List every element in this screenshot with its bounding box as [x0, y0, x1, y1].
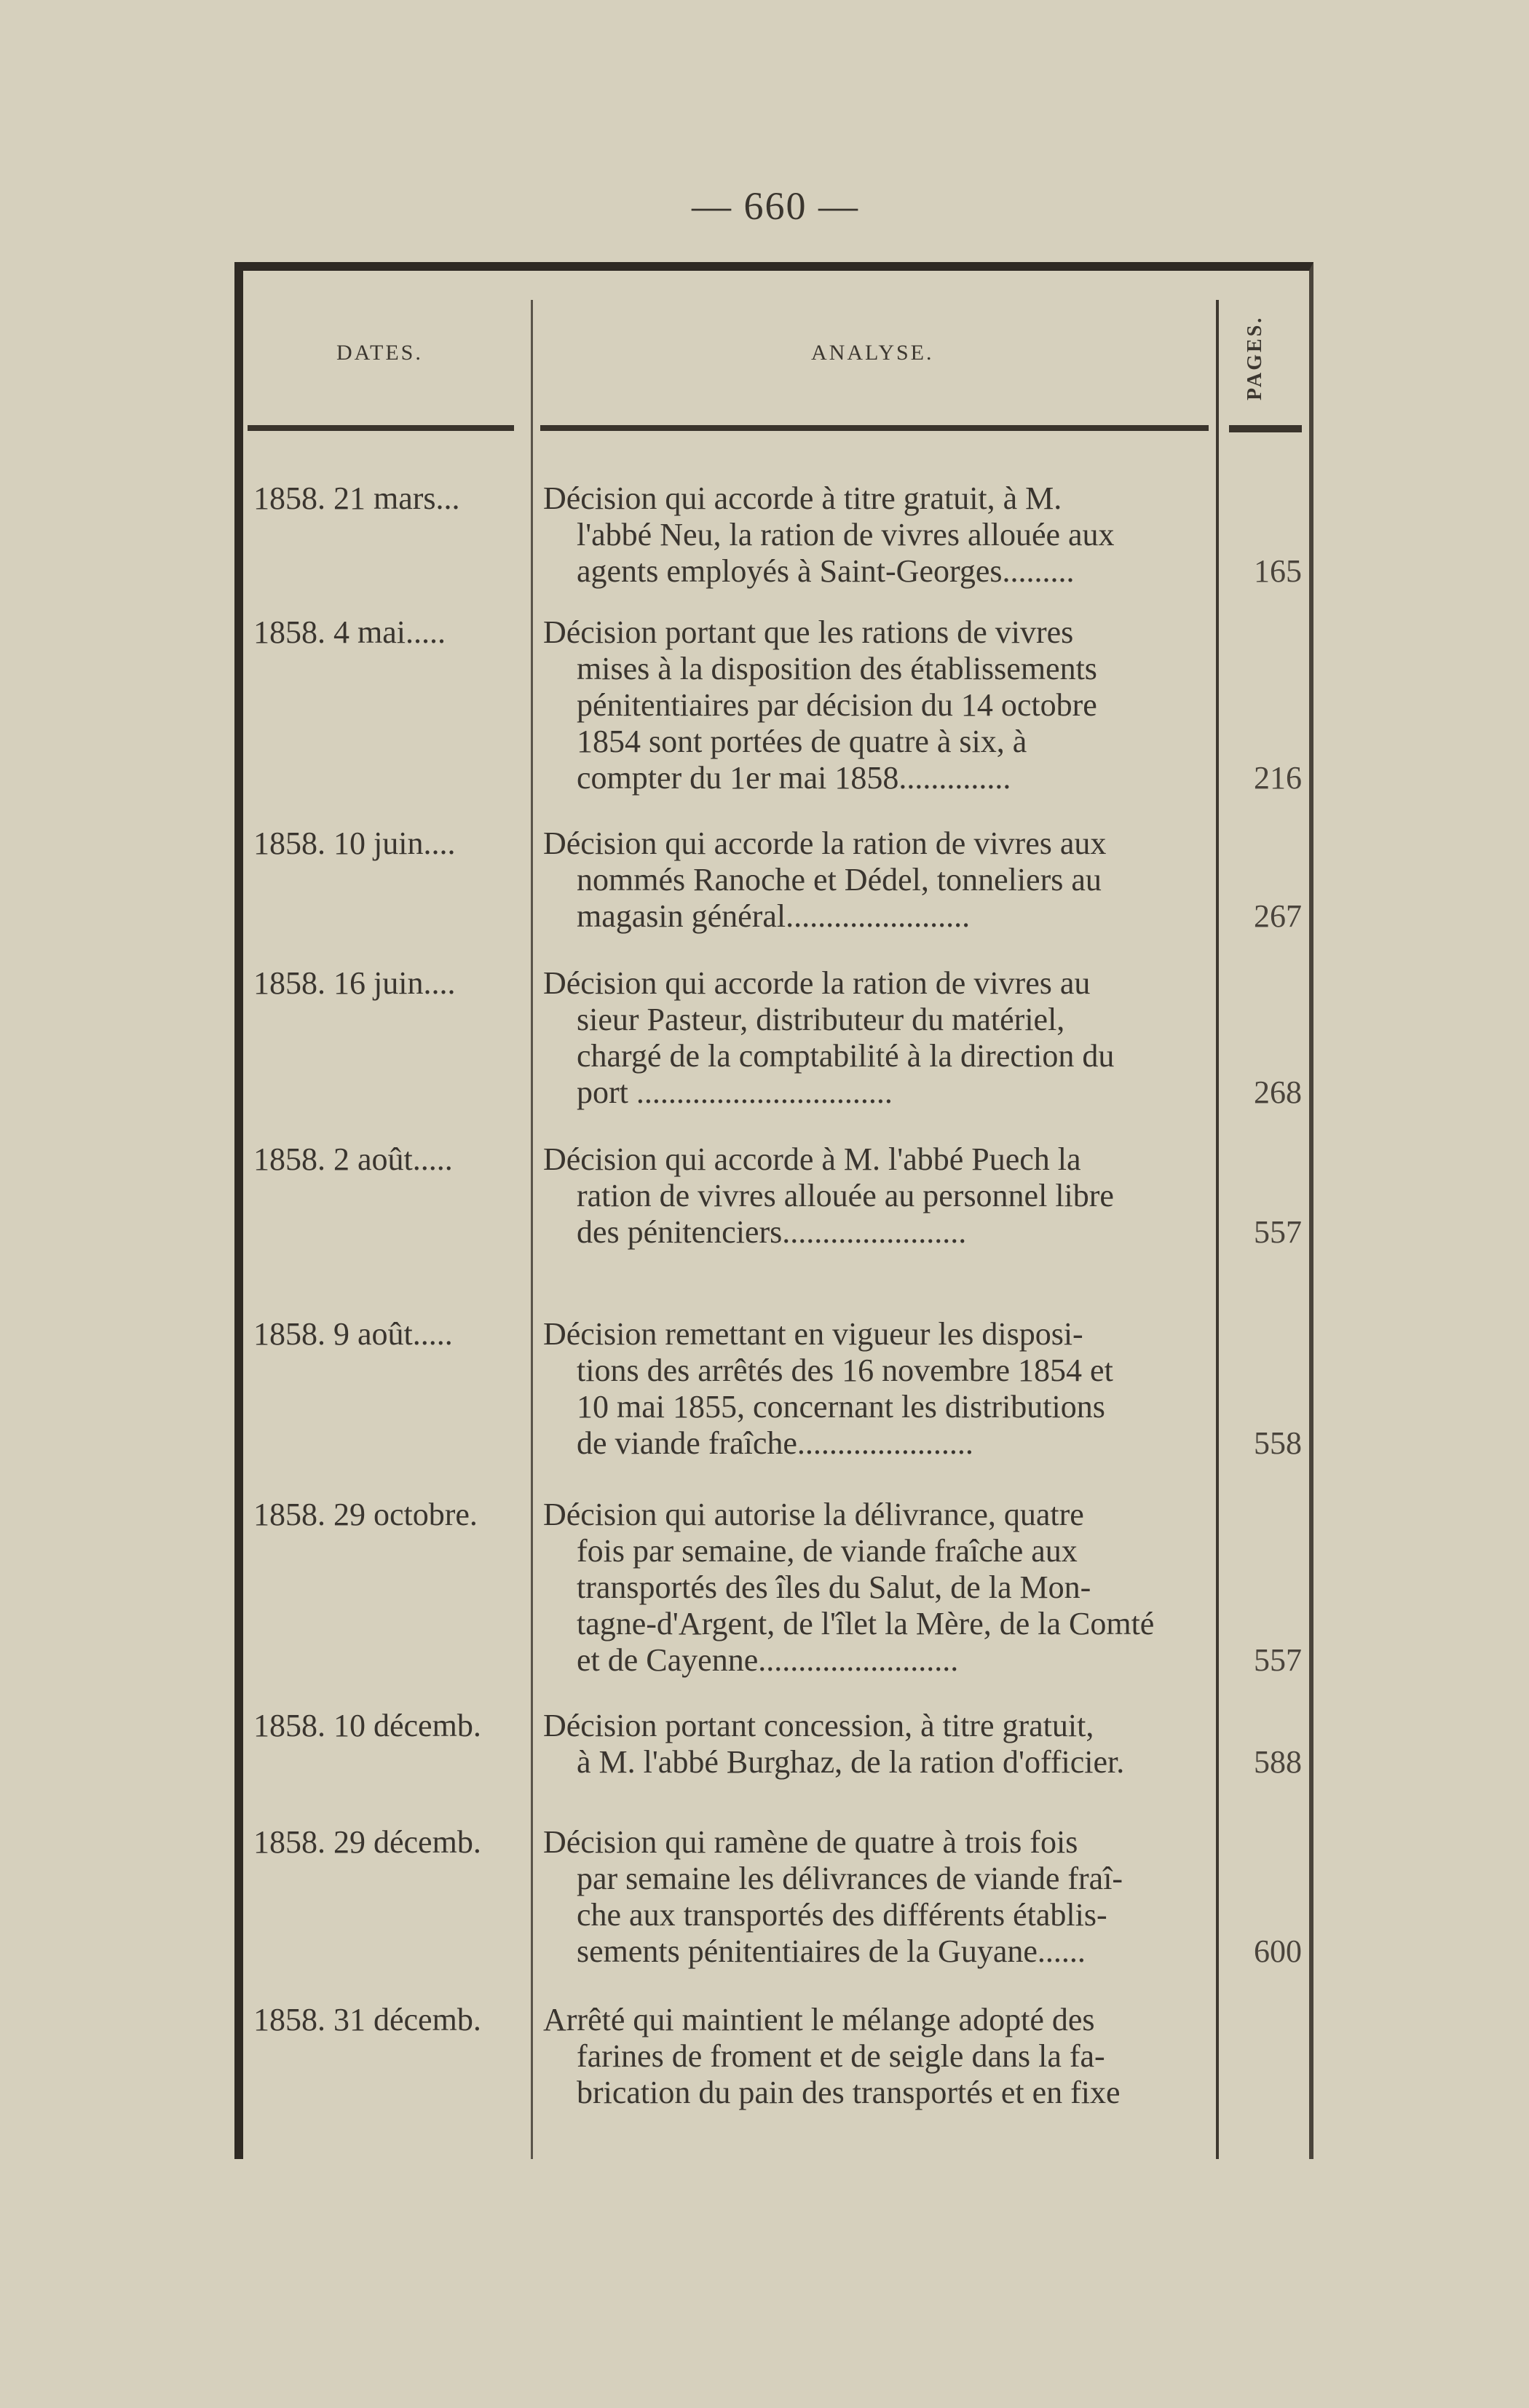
entry-date: 1858. 10 juin.... — [253, 825, 456, 861]
entry-page: 216 — [1254, 760, 1302, 796]
entry-line: mises à la disposition des établissements — [577, 651, 1097, 686]
entry-line: Décision qui accorde la ration de vivres aux — [543, 825, 1107, 861]
entry-analysis — [543, 1708, 1210, 1781]
entry-analysis — [543, 1141, 1210, 1251]
entry-line: et de Cayenne......................... — [577, 1642, 959, 1678]
entry-page: 588 — [1254, 1744, 1302, 1780]
entry-line: tagne-d'Argent, de l'îlet la Mère, de la Comté — [577, 1606, 1155, 1641]
entry-line: che aux transportés des différents établis- — [577, 1897, 1107, 1933]
entry-line: sements pénitentiaires de la Guyane...... — [577, 1933, 1086, 1969]
entry-line: ration de vivres allouée au personnel libre — [577, 1178, 1114, 1213]
entry-line: Décision qui accorde à titre gratuit, à M. — [543, 480, 1062, 516]
entry-line: l'abbé Neu, la ration de vivres allouée aux — [577, 517, 1115, 553]
entry-line: brication du pain des transportés et en fixe — [577, 2075, 1121, 2110]
entry-page: 268 — [1254, 1074, 1302, 1110]
entry-line: à M. l'abbé Burghaz, de la ration d'officier. — [577, 1744, 1125, 1780]
entry-line: chargé de la comptabilité à la direction du — [577, 1038, 1115, 1074]
entry-date: 1858. 21 mars... — [253, 480, 460, 516]
entry-line: sieur Pasteur, distributeur du matériel, — [577, 1002, 1065, 1037]
entry-line: compter du 1er mai 1858.............. — [577, 760, 1011, 796]
entry-line: pénitentiaires par décision du 14 octobre — [577, 687, 1097, 723]
entry-page: 165 — [1254, 553, 1302, 589]
entry-page: 557 — [1254, 1642, 1302, 1678]
entry-line: 10 mai 1855, concernant les distributions — [577, 1389, 1105, 1425]
entry-line: transportés des îles du Salut, de la Mon- — [577, 1569, 1091, 1605]
entry-date: 1858. 29 décemb. — [253, 1824, 481, 1860]
entry-analysis — [543, 825, 1210, 935]
entry-line: agents employés à Saint-Georges......... — [577, 553, 1075, 589]
entry-line: 1854 sont portées de quatre à six, à — [577, 724, 1027, 759]
entry-analysis — [543, 965, 1210, 1111]
header-rule-pages — [1229, 425, 1302, 432]
header-analyse: ANALYSE. — [811, 341, 934, 365]
entry-line: tions des arrêtés des 16 novembre 1854 et — [577, 1352, 1113, 1388]
entry-analysis — [543, 480, 1210, 590]
entry-line: Décision qui ramène de quatre à trois fois — [543, 1824, 1078, 1860]
entry-date: 1858. 9 août..... — [253, 1316, 453, 1352]
entry-line: port ................................ — [577, 1074, 893, 1110]
entry-page: 267 — [1254, 898, 1302, 934]
entry-line: Décision portant concession, à titre gratuit, — [543, 1708, 1094, 1743]
entry-page: 600 — [1254, 1933, 1302, 1969]
entry-date: 1858. 2 août..... — [253, 1141, 453, 1177]
entry-date: 1858. 31 décemb. — [253, 2002, 481, 2037]
entry-line: Décision qui accorde à M. l'abbé Puech la — [543, 1141, 1081, 1177]
entry-date: 1858. 4 mai..... — [253, 614, 446, 650]
entry-line: Arrêté qui maintient le mélange adopté des — [543, 2002, 1095, 2037]
entry-analysis — [543, 1824, 1210, 1970]
header-rule-dates — [248, 425, 514, 431]
entry-line: de viande fraîche...................... — [577, 1425, 973, 1461]
column-divider-pages — [1216, 300, 1219, 2159]
entry-line: Décision remettant en vigueur les disposi- — [543, 1316, 1083, 1352]
entry-line: Décision qui accorde la ration de vivres au — [543, 965, 1091, 1001]
entry-line: magasin général....................... — [577, 898, 971, 934]
header-rule-analyse — [540, 425, 1209, 431]
header-dates: DATES. — [336, 341, 423, 365]
entry-date: 1858. 10 décemb. — [253, 1708, 481, 1743]
entry-analysis — [543, 1316, 1210, 1462]
page-number: — 660 — — [692, 184, 859, 228]
entry-page: 558 — [1254, 1425, 1302, 1461]
column-divider-dates — [531, 300, 533, 2159]
entry-line: fois par semaine, de viande fraîche aux — [577, 1533, 1078, 1569]
entry-line: nommés Ranoche et Dédel, tonneliers au — [577, 862, 1102, 898]
entry-analysis — [543, 2002, 1210, 2111]
index-table — [234, 262, 1313, 2159]
entry-line: Décision qui autorise la délivrance, quatre — [543, 1497, 1084, 1532]
entry-analysis — [543, 614, 1210, 796]
entry-analysis — [543, 1497, 1210, 1679]
entry-date: 1858. 16 juin.... — [253, 965, 456, 1001]
entry-page: 557 — [1254, 1214, 1302, 1250]
entry-line: farines de froment et de seigle dans la fa- — [577, 2038, 1105, 2074]
header-pages: PAGES. — [1244, 315, 1266, 401]
entry-line: par semaine les délivrances de viande fraî- — [577, 1861, 1123, 1896]
entry-line: des pénitenciers....................... — [577, 1214, 967, 1250]
entry-date: 1858. 29 octobre. — [253, 1497, 478, 1532]
entry-line: Décision portant que les rations de vivres — [543, 614, 1074, 650]
